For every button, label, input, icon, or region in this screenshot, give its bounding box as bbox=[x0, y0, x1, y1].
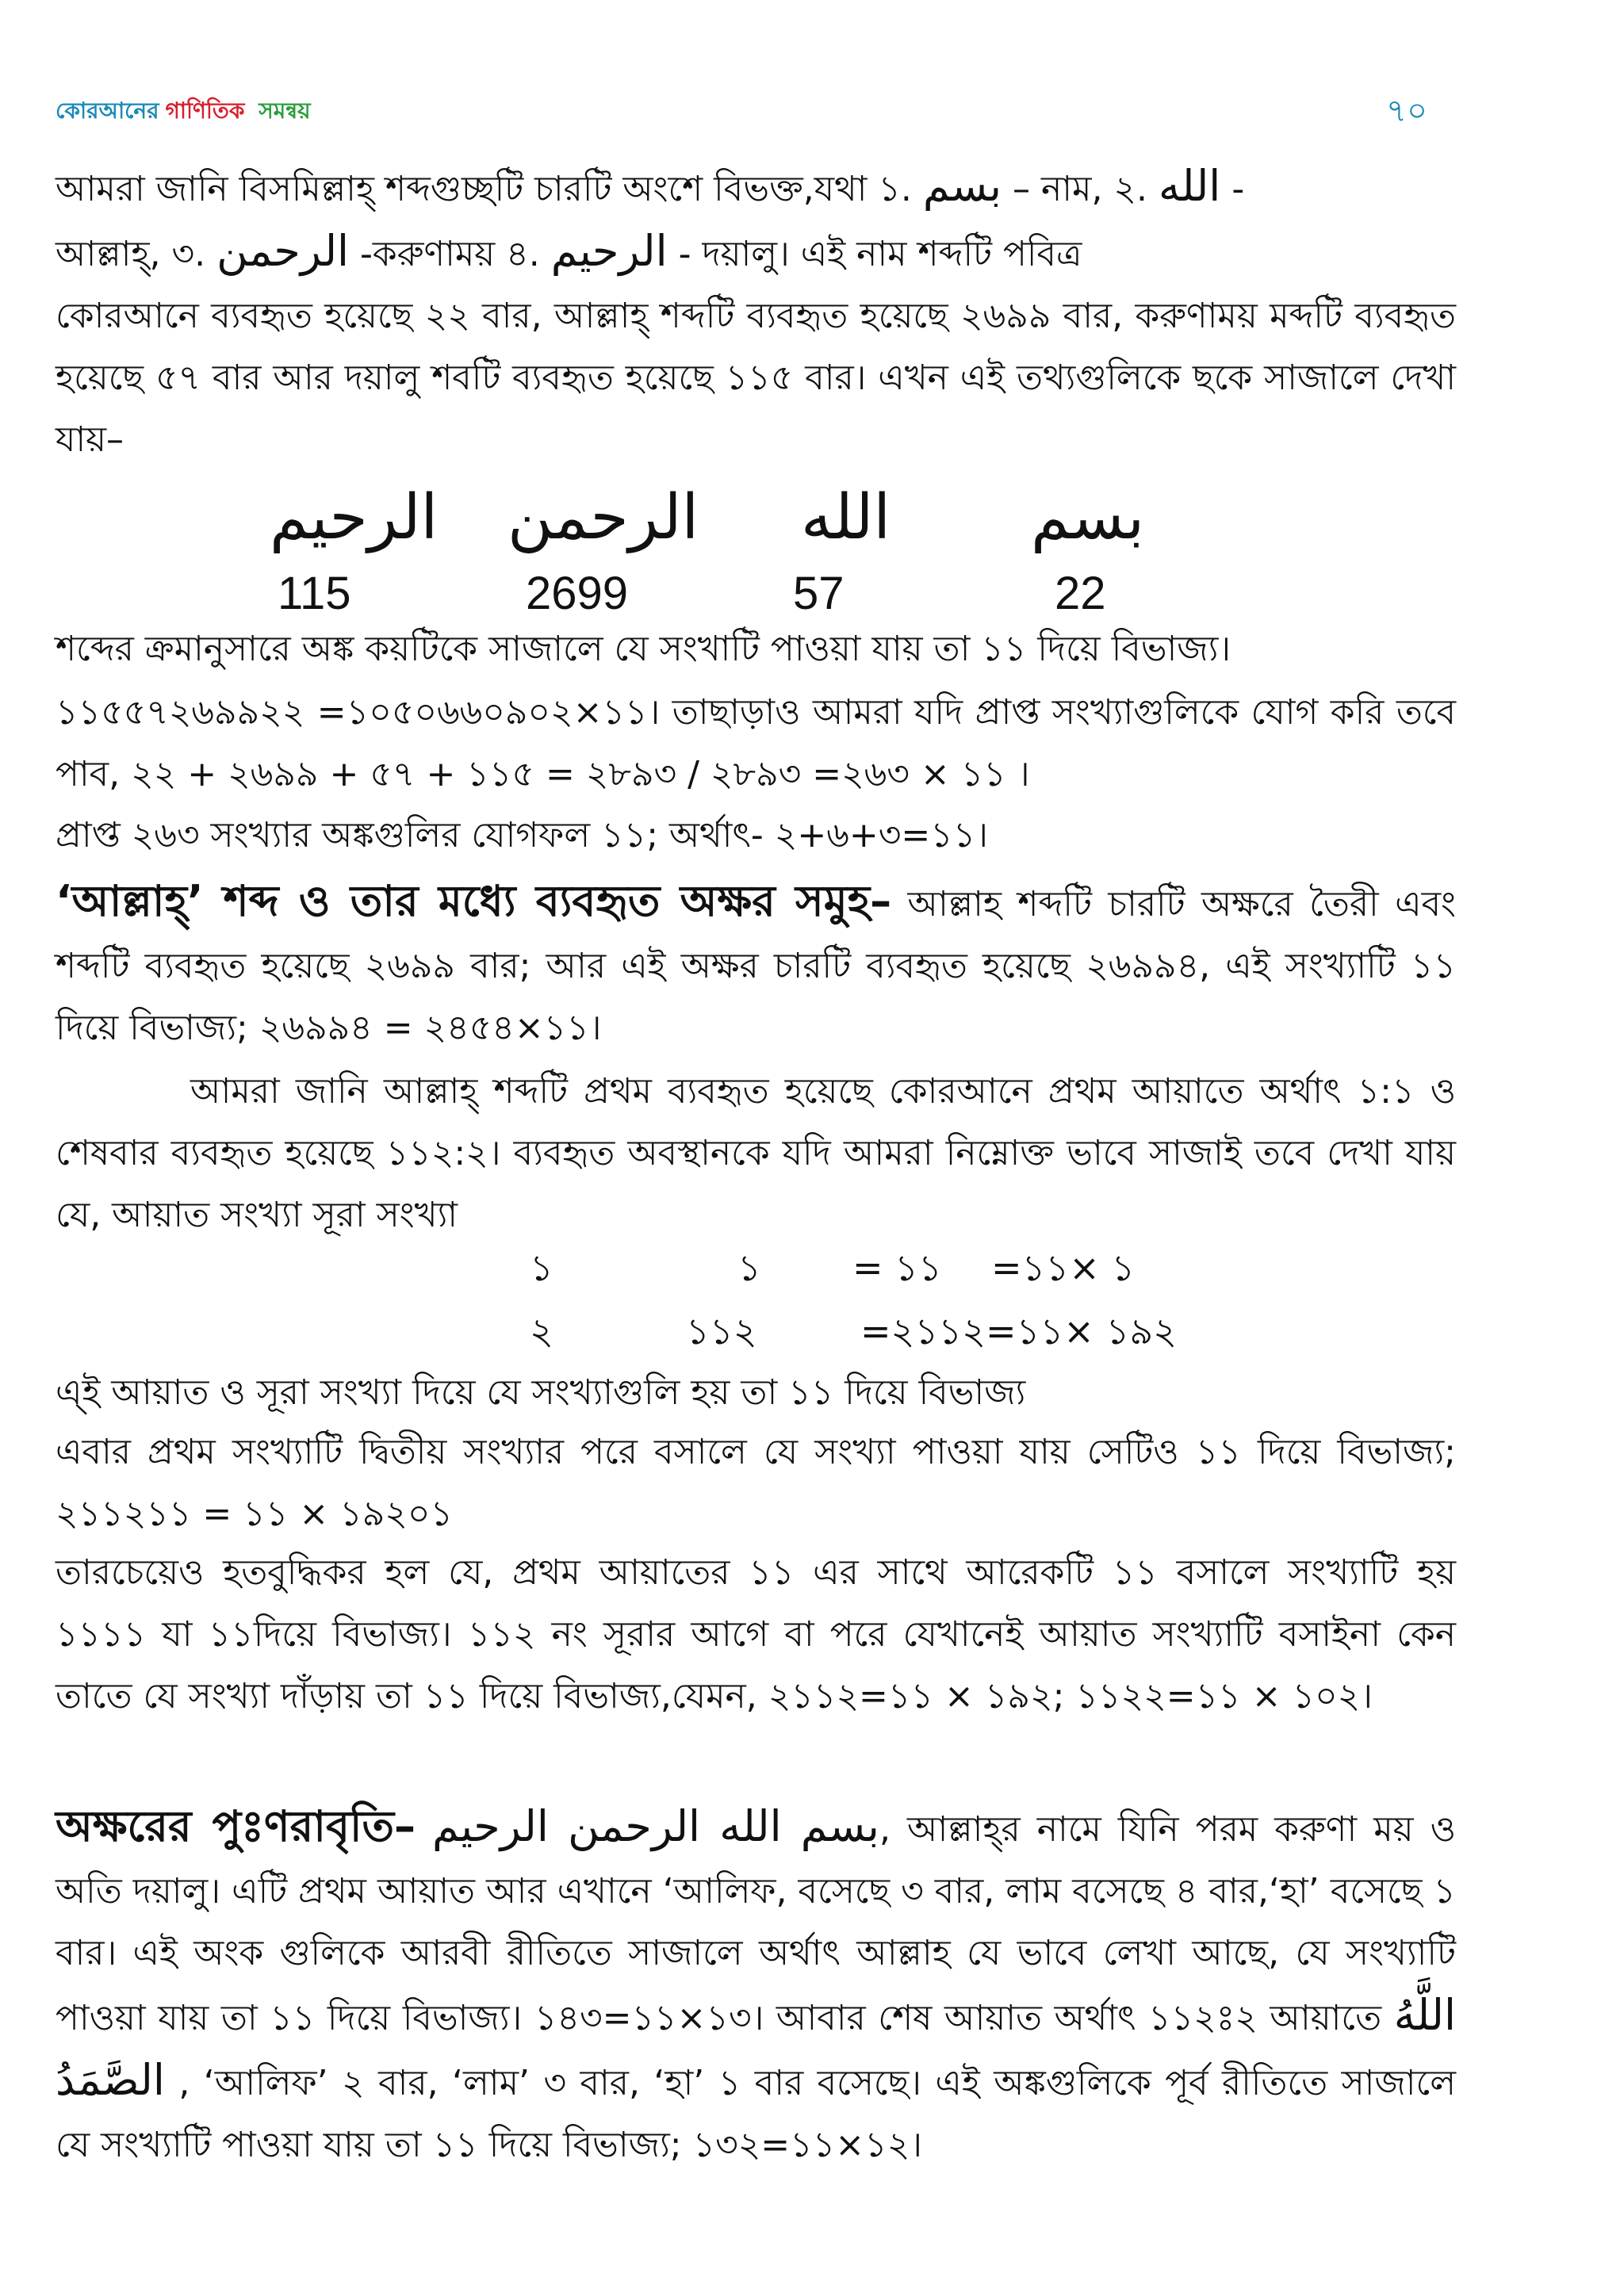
table2-row1-result: =১১× ১ bbox=[991, 1246, 1136, 1289]
paragraph-8: তারচেয়েও হতবুদ্ধিকর হল যে, প্রথম আয়াতের ১১ এর সাথে আরেকটি ১১ বসালে সংখ্যাটি হয় ১১১১ যা ১১দিয়ে বিভাজ্য। ১১২ নং সূরার আগে বা পরে যেখানেই আয়াত সংখ্যাটি বসাইনা কেন তাতে যে সংখ্যা দাঁড়ায় তা ১১ দিয়ে বিভাজ্য,যেমন, ২১১২=১১ × ১৯২; ১১২২=১১ × ১০২। bbox=[56, 1552, 1456, 1716]
page-number: ৭০ bbox=[1385, 93, 1427, 129]
paragraph-1 bbox=[56, 155, 1456, 471]
paragraph-4: প্রাপ্ত ২৬৩ সংখ্যার অঙ্কগুলির যোগফল ১১; অর্থাৎ- ২+৬+৩=১১। bbox=[56, 815, 989, 855]
paragraph-1-rest: কোরআনে ব্যবহৃত হয়েছে ২২ বার, আল্লাহ্ শব্দটি ব্যবহৃত হয়েছে ২৬৯৯ বার, করুণাময় মব্দটি ব্যবহৃত হয়েছে ৫৭ বার আর দয়ালু শবটি ব্যবহৃত হয়েছে ১১৫ বার। এখন এই তথ্যগুলিকে ছকে সাজালে দেখা যায়– bbox=[56, 296, 1456, 460]
arabic-rahman: الرحمن bbox=[216, 226, 350, 276]
paragraph-1-line-2 bbox=[56, 220, 1456, 285]
table1-word-rahman: الرحمن bbox=[508, 482, 699, 553]
running-header bbox=[56, 94, 317, 131]
p1-line2-text-a: আল্লাহ্, ৩. bbox=[56, 234, 206, 274]
table2-row1-sura: ১ bbox=[737, 1246, 761, 1289]
p1-line1-text-b: – নাম, ২. bbox=[1013, 169, 1148, 209]
table1-count-rahman: 2699 bbox=[526, 568, 629, 619]
table1-count-bism: 22 bbox=[1055, 568, 1106, 619]
p1-line2-text-c: - দয়ালু। এই নাম শব্দটি পবিত্র bbox=[678, 234, 1082, 274]
header-title-part3: সমন্বয় bbox=[259, 98, 311, 124]
table1-word-allah: الله bbox=[801, 482, 891, 553]
paragraph-7: এবার প্রথম সংখ্যাটি দ্বিতীয় সংখ্যার পরে বসালে যে সংখ্যা পাওয়া যায় সেটিও ১১ দিয়ে বিভাজ্য; ২১১২১১ = ১১ × ১৯২০১ bbox=[56, 1432, 1456, 1534]
table1-word-rahim: الرحيم bbox=[270, 482, 439, 553]
table2-row1-ayat: ১ bbox=[530, 1246, 553, 1289]
table1-count-allah: 57 bbox=[793, 568, 845, 619]
paragraph-5: আমরা জানি আল্লাহ্ শব্দটি প্রথম ব্যবহৃত হয়েছে কোরআনে প্রথম আয়াতে অর্থাৎ ১:১ ও শেষবার ব্যবহৃত হয়েছে ১১২:২। ব্যবহৃত অবস্থানকে যদি আমরা নিম্নোক্ত ভাবে সাজাই তবে দেখা যায় যে, আয়াত সংখ্যা সূরা সংখ্যা bbox=[56, 1071, 1456, 1235]
arabic-allahus-samad: اللَّهُ الصَّمَدُ bbox=[56, 1990, 1456, 2105]
section-allah-heading: ‘আল্লাহ্’ শব্দ ও তার মধ্যে ব্যবহৃত অক্ষর সমুহ– bbox=[56, 876, 892, 926]
table2-row2-result: =২১১২=১১× ১৯২ bbox=[860, 1310, 1178, 1353]
paragraph-3: ১১৫৫৭২৬৯৯২২ =১০৫০৬৬০৯০২×১১। তাছাড়াও আমরা যদি প্রাপ্ত সংখ্যাগুলিকে যোগ করি তবে পাব, ২২ + ২৬৯৯ + ৫৭ + ১১৫ = ২৮৯৩ / ২৮৯৩ =২৬৩ × ১১ । bbox=[56, 692, 1456, 794]
section-allah-text: আল্লাহ শব্দটি চারটি অক্ষরে তৈরী এবং শব্দটি ব্যবহৃত হয়েছে ২৬৯৯ বার; আর এই অক্ষর চারটি ব্যবহৃত হয়েছে ২৬৯৯৪, এই সংখ্যাটি ১১ দিয়ে বিভাজ্য; ২৬৯৯৪ = ২৪৫৪×১১। bbox=[56, 884, 1456, 1048]
header-title-part2: গাণিতিক bbox=[165, 98, 245, 124]
section-repetition-heading: অক্ষরের পুঃণরাবৃতি– bbox=[56, 1801, 416, 1851]
arabic-rahim: الرحيم bbox=[550, 226, 668, 276]
section-repetition-text-a: , আল্লাহ্‌র নামে যিনি পরম করুণা ময় ও অতি দয়ালু। এটি প্রথম আয়াত আর এখানে ‘আলিফ, বসেছে ৩ বার, লাম বসেছে ৪ বার,‘হা’ বসেছে ১ বার। এই অংক গুলিকে আরবী রীতিতে সাজালে অর্থাৎ আল্লাহ যে ভাবে লেখা আছে, যে সংখ্যাটি পাওয়া যায় তা ১১ দিয়ে বিভাজ্য। ১৪৩=১১×১৩। আবার শেষ আয়াত অর্থাৎ ১১২ঃ২ আয়াতে bbox=[56, 1809, 1456, 2038]
table2-row2-ayat: ২ bbox=[530, 1310, 553, 1353]
header-title-part1: কোরআনের bbox=[56, 98, 159, 124]
paragraph-1-line-1 bbox=[56, 155, 1456, 220]
arabic-allah: الله bbox=[1159, 161, 1221, 211]
p1-line2-text-b: -করুণাময় ৪. bbox=[360, 234, 540, 274]
p1-line1-text-c: - bbox=[1231, 169, 1245, 209]
paragraph-2: শব্দের ক্রমানুসারে অঙ্ক কয়টিকে সাজালে যে সংখাটি পাওয়া যায় তা ১১ দিয়ে বিভাজ্য। bbox=[56, 629, 1231, 669]
table2-row1-eq: = ১১ bbox=[852, 1246, 942, 1289]
table1-word-bism: بسم bbox=[1031, 482, 1145, 553]
arabic-basmala: بسم الله الرحمن الرحيم bbox=[432, 1801, 879, 1851]
section-allah-letters bbox=[56, 871, 1456, 1059]
table2-row2-sura: ১১২ bbox=[686, 1310, 757, 1353]
p1-line1-text-a: আমরা জানি বিসমিল্লাহ্ শব্দগুচ্ছটি চারটি অংশে বিভক্ত,যথা ১. bbox=[56, 169, 912, 209]
section-repetition-text-b: , ‘আলিফ’ ২ বার, ‘লাম’ ৩ বার, ‘হা’ ১ বার বসেছে। এই অঙ্কগুলিকে পূর্ব রীতিতে সাজালে যে সংখ্যাটি পাওয়া যায় তা ১১ দিয়ে বিভাজ্য; ১৩২=১১×১২। bbox=[56, 2063, 1456, 2165]
paragraph-6: এ্ই আয়াত ও সূরা সংখ্যা দিয়ে যে সংখ্যাগুলি হয় তা ১১ দিয়ে বিভাজ্য bbox=[56, 1372, 1026, 1413]
arabic-bism: بسم bbox=[922, 161, 1002, 211]
table1-count-rahim: 115 bbox=[278, 568, 351, 619]
section-letter-repetition bbox=[56, 1796, 1456, 2176]
